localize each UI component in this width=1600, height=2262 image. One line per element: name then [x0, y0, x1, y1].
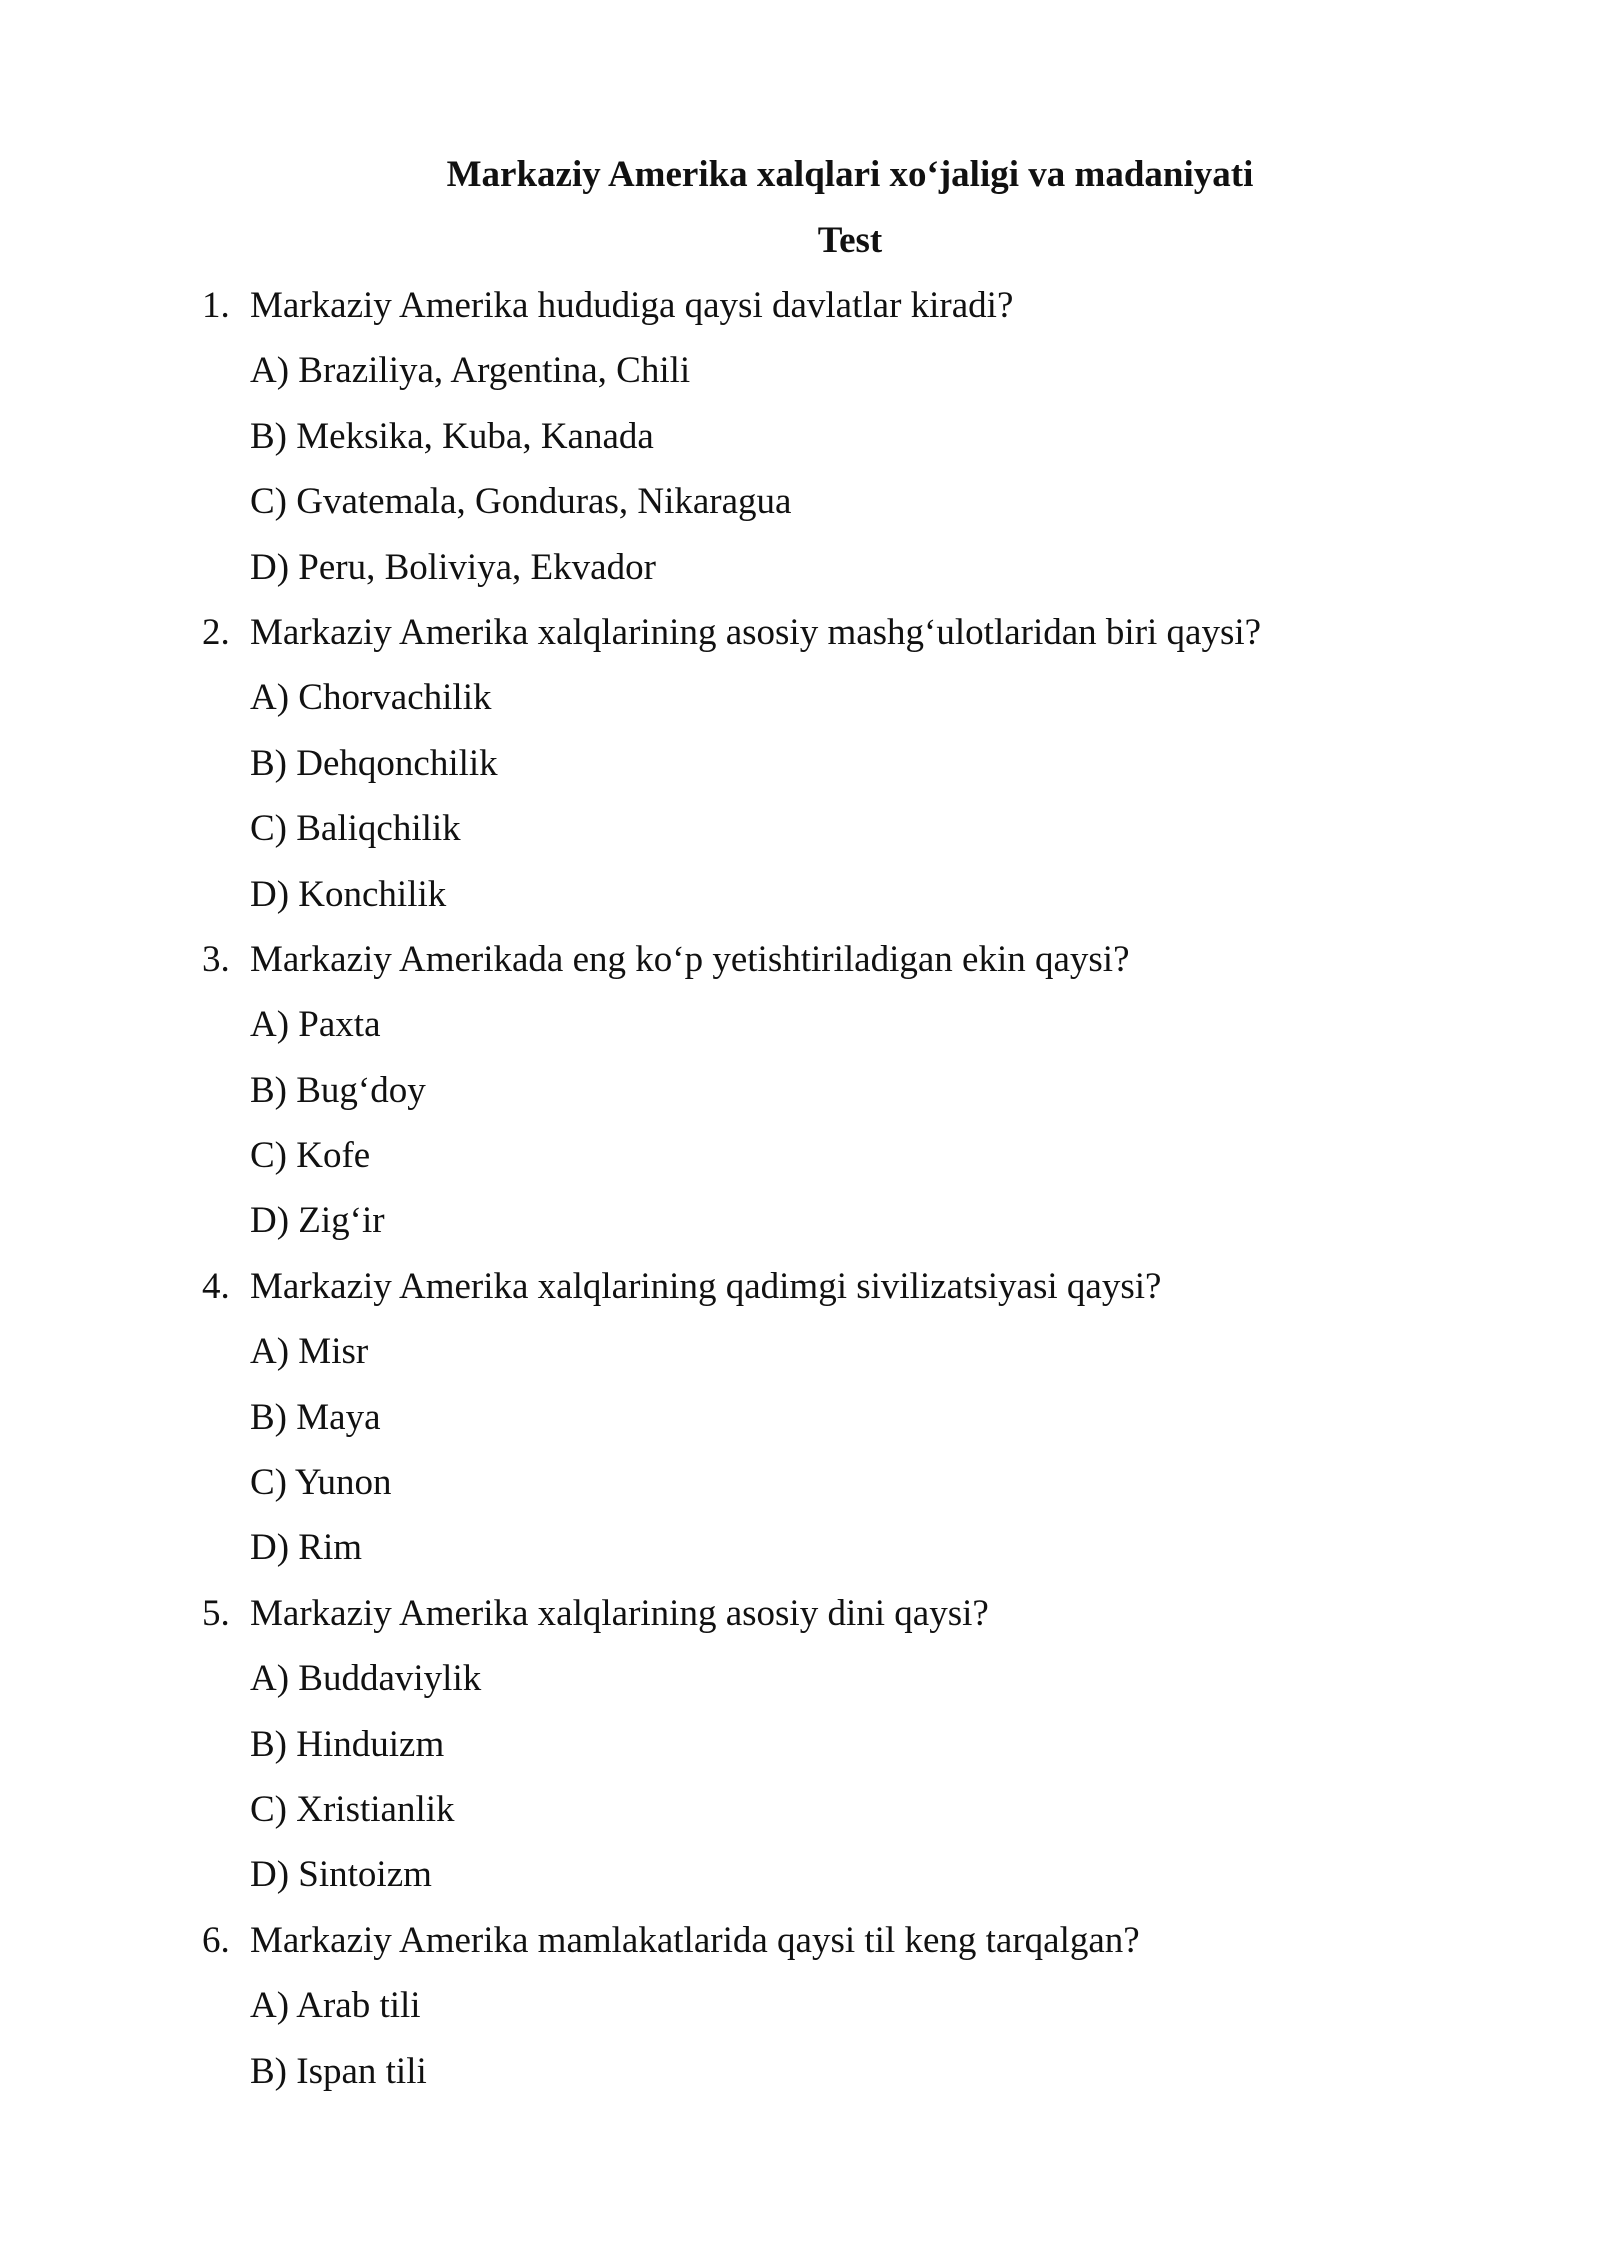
option-item: [0, 415, 1600, 483]
question-number: 3.: [202, 938, 230, 980]
option-item: [0, 1333, 1600, 1398]
option-text: C) Gvatemala, Gonduras, Nikaragua: [250, 481, 792, 523]
question-text: Markaziy Amerika xalqlarining qadimgi sivilizatsiyasi qaysi?: [250, 1265, 1162, 1307]
option-text: A) Buddaviylik: [250, 1658, 482, 1700]
option-list: [0, 679, 1600, 941]
question-text: Markaziy Amerika mamlakatlarida qaysi til keng tarqalgan?: [250, 1919, 1140, 1961]
option-item: [0, 1069, 1600, 1137]
option-list: [0, 1006, 1600, 1268]
question-item: [0, 1919, 1600, 2118]
option-text: D) Sintoizm: [250, 1854, 432, 1896]
question-item: [0, 287, 1600, 614]
option-text: B) Ispan tili: [250, 2050, 427, 2092]
question-item: [0, 1265, 1600, 1595]
question-text: Markaziy Amerika hududiga qaysi davlatlar kiradi?: [250, 285, 1014, 326]
question-item: [0, 938, 1600, 1268]
option-item: [0, 1856, 1600, 1921]
option-text: A) Paxta: [250, 1004, 381, 1046]
option-text: A) Misr: [250, 1331, 369, 1373]
option-text: B) Hinduizm: [250, 1723, 445, 1765]
option-text: A) Braziliya, Argentina, Chili: [250, 350, 691, 392]
option-text: D) Zig‘ir: [250, 1200, 385, 1242]
option-text: C) Kofe: [250, 1135, 371, 1177]
option-item: [0, 546, 1600, 614]
document-title: Markaziy Amerika xalqlari xo‘jaligi va madaniyati: [446, 154, 1254, 195]
option-item: [0, 1202, 1600, 1267]
question-list: [0, 287, 1600, 2118]
question-text: Markaziy Amerika xalqlarining asosiy mashg‘ulotlaridan biri qaysi?: [250, 611, 1262, 653]
option-text: C) Xristianlik: [250, 1788, 455, 1830]
option-item: [0, 1987, 1600, 2052]
option-text: D) Rim: [250, 1527, 363, 1569]
question-text: Markaziy Amerika xalqlarining asosiy dini qaysi?: [250, 1592, 989, 1634]
option-item: [0, 1006, 1600, 1071]
option-item: [0, 2050, 1600, 2118]
question-number: 2.: [202, 611, 230, 653]
question-number: 6.: [202, 1919, 230, 1961]
question-text: Markaziy Amerikada eng ko‘p yetishtiriladigan ekin qaysi?: [250, 938, 1130, 980]
option-item: [0, 1464, 1600, 1529]
option-list: [0, 1987, 1600, 2118]
option-text: D) Konchilik: [250, 873, 447, 915]
option-text: B) Maya: [250, 1396, 381, 1438]
option-item: [0, 873, 1600, 941]
option-item: [0, 1529, 1600, 1594]
option-item: [0, 483, 1600, 548]
option-text: B) Dehqonchilik: [250, 742, 498, 784]
question-number: 4.: [202, 1265, 230, 1307]
question-item: [0, 611, 1600, 941]
option-text: D) Peru, Boliviya, Ekvador: [250, 546, 656, 588]
option-item: [0, 810, 1600, 875]
option-list: [0, 352, 1600, 614]
question-item: [0, 1592, 1600, 1922]
option-text: A) Arab tili: [250, 1985, 421, 2027]
option-text: A) Chorvachilik: [250, 677, 492, 719]
option-text: C) Baliqchilik: [250, 808, 461, 850]
option-text: B) Bug‘doy: [250, 1069, 426, 1111]
option-item: [0, 742, 1600, 810]
option-text: B) Meksika, Kuba, Kanada: [250, 415, 654, 457]
option-text: C) Yunon: [250, 1462, 392, 1504]
option-item: [0, 1788, 1600, 1856]
option-item: [0, 1723, 1600, 1791]
option-item: [0, 679, 1600, 744]
question-number: 1.: [202, 285, 230, 326]
option-item: [0, 1660, 1600, 1725]
option-list: [0, 1333, 1600, 1595]
option-item: [0, 352, 1600, 417]
option-list: [0, 1660, 1600, 1922]
document-subtitle: Test: [817, 220, 883, 261]
option-item: [0, 1137, 1600, 1202]
question-number: 5.: [202, 1592, 230, 1634]
option-item: [0, 1396, 1600, 1464]
